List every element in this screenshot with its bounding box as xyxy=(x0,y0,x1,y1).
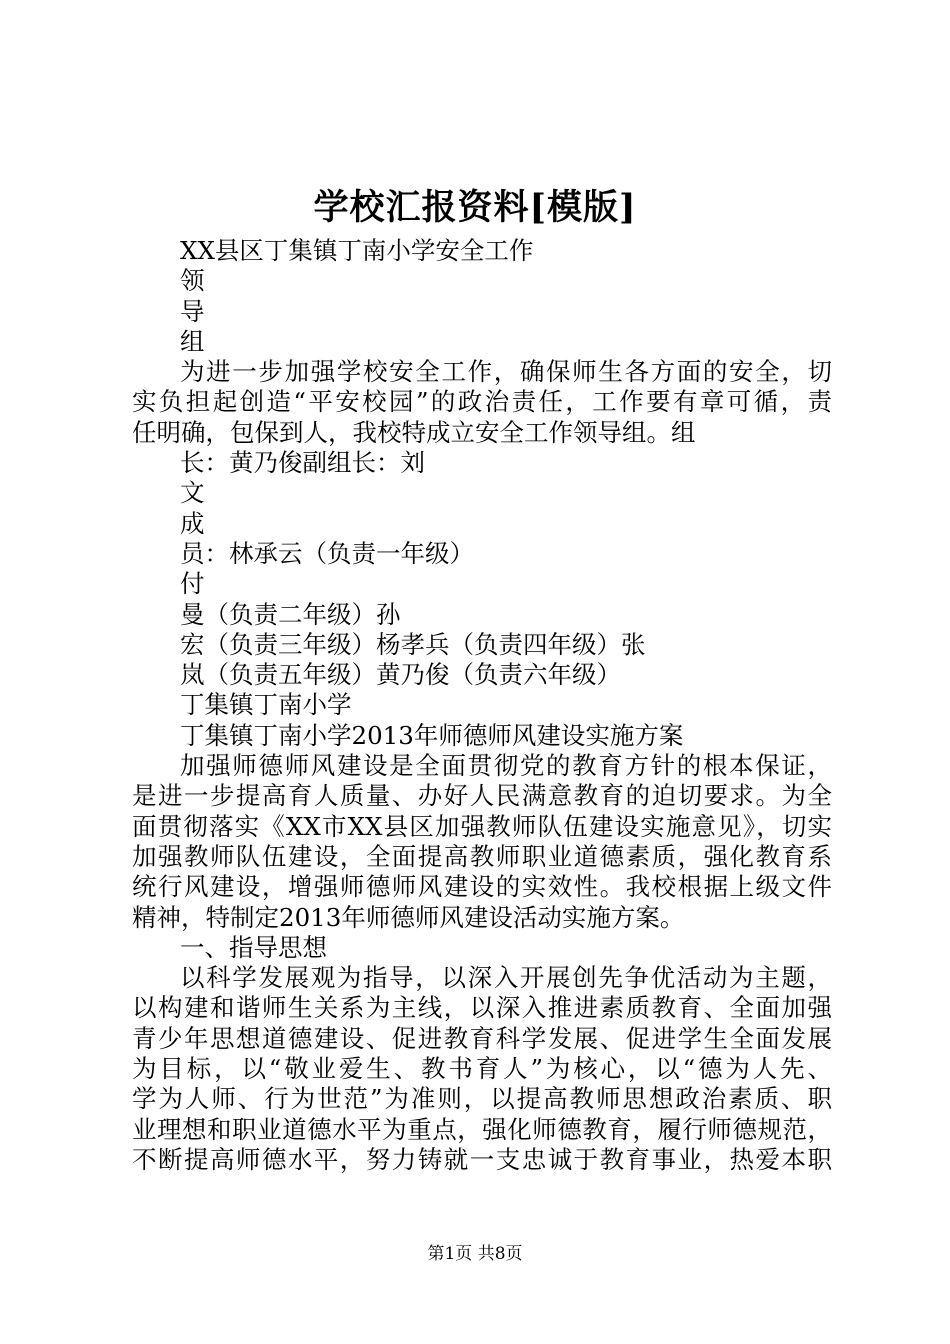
text-line: 宏（负责三年级）杨孝兵（负责四年级）张 xyxy=(180,629,646,659)
text-line: 领 xyxy=(180,266,205,296)
text-line: 长：黄乃俊副组长：刘 xyxy=(180,448,425,478)
text-line: 统行风建设，增强师德师风建设的实效性。我校根据上级文件 xyxy=(132,872,832,902)
text-line: 付 xyxy=(180,569,205,599)
document-body xyxy=(132,236,832,1175)
text-line: 丁集镇丁南小学 xyxy=(180,690,352,720)
text-line: 业理想和职业道德水平为重点，强化师德教育，履行师德规范， xyxy=(132,1114,832,1144)
text-line: 青少年思想道德建设、促进教育科学发展、促进学生全面发展 xyxy=(132,1023,832,1053)
text-line: 组 xyxy=(180,326,205,356)
text-line: 加强教师队伍建设，全面提高教师职业道德素质，强化教育系 xyxy=(132,841,832,871)
text-line: 曼（负责二年级）孙 xyxy=(180,599,401,629)
text-line: 文 xyxy=(180,478,205,508)
page-footer: 第1页 共8页 xyxy=(427,1244,523,1264)
document-title: 学校汇报资料[模版] xyxy=(313,187,637,228)
text-line: 丁集镇丁南小学2013年师德师风建设实施方案 xyxy=(180,720,684,750)
text-line: 实负担起创造“平安校园”的政治责任，工作要有章可循，责 xyxy=(132,387,832,417)
text-line: XX县区丁集镇丁南小学安全工作 xyxy=(180,236,534,265)
text-line: 任明确，包保到人，我校特成立安全工作领导组。组 xyxy=(132,417,696,447)
text-line: 是进一步提高育人质量、办好人民满意教育的迫切要求。为全 xyxy=(132,781,832,811)
text-line: 加强师德师风建设是全面贯彻党的教育方针的根本保证， xyxy=(180,751,832,781)
text-line: 导 xyxy=(180,296,205,326)
text-line: 为进一步加强学校安全工作，确保师生各方面的安全，切 xyxy=(180,357,832,387)
text-line: 面贯彻落实《XX市XX县区加强教师队伍建设实施意见》，切实 xyxy=(132,811,832,841)
text-line: 员：林承云（负责一年级） xyxy=(180,538,474,568)
text-line: 一、指导思想 xyxy=(180,932,327,962)
text-line: 成 xyxy=(180,508,205,538)
text-line: 以构建和谐师生关系为主线，以深入推进素质教育、全面加强 xyxy=(132,993,832,1023)
text-line: 岚（负责五年级）黄乃俊（负责六年级） xyxy=(180,660,621,690)
text-line: 学为人师、行为世范”为准则，以提高教师思想政治素质、职 xyxy=(132,1084,832,1114)
text-line: 以科学发展观为指导，以深入开展创先争优活动为主题， xyxy=(180,963,832,993)
text-line: 精神，特制定2013年师德师风建设活动实施方案。 xyxy=(132,902,685,932)
text-line: 为目标，以“敬业爱生、教书育人”为核心，以“德为人先、 xyxy=(132,1054,832,1084)
text-line: 不断提高师德水平，努力铸就一支忠诚于教育事业，热爱本职 xyxy=(132,1144,832,1174)
